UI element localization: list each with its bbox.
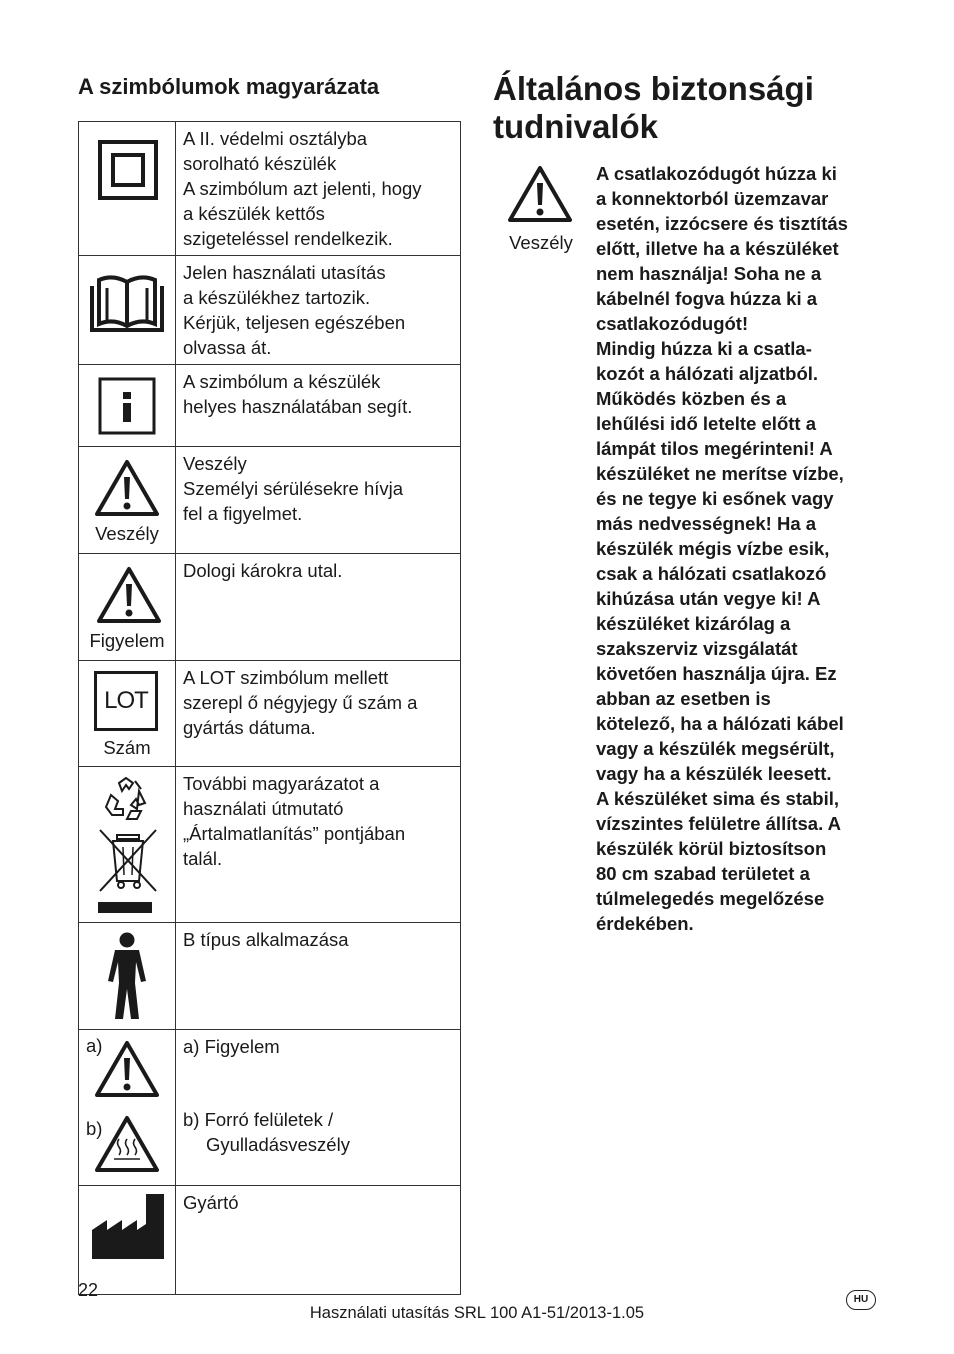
symbol-description (176, 122, 461, 256)
symbol-description (176, 554, 461, 661)
desc-line: Személyi sérülésekre hívja (183, 478, 404, 499)
table-row (79, 122, 461, 256)
icon-cell (79, 256, 176, 365)
desc-line: szerepl ő négyjegy ű szám a (183, 692, 418, 713)
warning-line: és ne tegye ki esőnek vagy (596, 488, 834, 509)
icon-cell (79, 923, 176, 1030)
type-b-person-icon (101, 931, 153, 1021)
page-number: 22 (78, 1280, 99, 1300)
symbol-description (176, 1030, 461, 1186)
language-badge: HU (846, 1290, 876, 1310)
warning-line: a konnektorból üzemzavar (596, 188, 829, 209)
icon-cell (79, 365, 176, 447)
safety-title (493, 70, 814, 146)
desc-line: Kérjük, teljesen egészében (183, 312, 406, 333)
desc-line: Gyártó (183, 1192, 239, 1213)
desc-line: b) Forró felületek / (183, 1109, 334, 1130)
lot-icon: LOT (94, 671, 158, 731)
table-row (79, 661, 461, 767)
symbol-description (176, 661, 461, 767)
warning-line: kozót a hálózati aljzatból. (596, 363, 819, 384)
warning-line: készülék mégis vízbe esik, (596, 538, 830, 559)
warning-line: túlmelegedés megelőzése (596, 888, 825, 909)
warning-line: kihúzása után vegye ki! A (596, 588, 821, 609)
symbol-description (176, 767, 461, 923)
title-line: tudnivalók (493, 108, 659, 145)
caution-triangle-icon (94, 1040, 160, 1098)
desc-line: A szimbólum a készülék (183, 371, 381, 392)
warning-line: szakszerviz vizsgálatát (596, 638, 798, 659)
desc-line: gyártás dátuma. (183, 717, 316, 738)
weee-bar (98, 902, 152, 913)
crossed-bin-icon (97, 827, 159, 897)
warning-line: lehűlési idő letelte előtt a (596, 413, 816, 434)
symbol-description (176, 447, 461, 554)
desc-line: fel a figyelmet. (183, 503, 303, 524)
desc-line: Dologi károkra utal. (183, 560, 343, 581)
danger-triangle-icon (94, 459, 160, 517)
table-row (79, 1030, 461, 1186)
warning-line: abban az esetben is (596, 688, 771, 709)
symbol-description (176, 365, 461, 447)
warning-line: 80 cm szabad területet a (596, 863, 810, 884)
desc-line: A II. védelmi osztályba (183, 128, 368, 149)
desc-line: a készülékhez tartozik. (183, 287, 371, 308)
symbol-description (176, 1186, 461, 1295)
desc-line: „Ártalmatlanítás” pontjában (183, 823, 406, 844)
icon-cell (79, 554, 176, 661)
safety-warning-text (596, 161, 886, 936)
table-row (79, 1186, 461, 1295)
hot-surface-icon (94, 1115, 160, 1173)
desc-line: használati útmutató (183, 798, 344, 819)
table-row (79, 923, 461, 1030)
icon-cell (79, 1030, 176, 1186)
desc-line: Jelen használati utasítás (183, 262, 386, 283)
icon-cell (79, 1186, 176, 1295)
recycle-icon (101, 775, 151, 825)
table-row (79, 767, 461, 923)
symbols-heading: A szimbólumok magyarázata (78, 74, 380, 99)
warning-line: készüléket ne merítse vízbe, (596, 463, 844, 484)
desc-line: talál. (183, 848, 223, 869)
symbol-description (176, 923, 461, 1030)
desc-line: B típus alkalmazása (183, 929, 349, 950)
desc-line: szigeteléssel rendelkezik. (183, 228, 393, 249)
symbol-description (176, 256, 461, 365)
warning-line: vagy a készülék megsérült, (596, 738, 835, 759)
warning-line: A készüléket sima és stabil, (596, 788, 840, 809)
desc-line: a készülék kettős (183, 203, 325, 224)
info-icon (98, 377, 156, 435)
title-line: Általános biztonsági (493, 70, 814, 107)
table-row (79, 256, 461, 365)
table-row (79, 447, 461, 554)
label-a: a) (86, 1035, 103, 1056)
warning-line: Mindig húzza ki a csatla- (596, 338, 812, 359)
danger-triangle-icon (507, 165, 573, 223)
icon-cell (79, 447, 176, 554)
warning-line: A csatlakozódugót húzza ki (596, 163, 837, 184)
manual-book-icon (89, 274, 165, 334)
desc-line: Gyulladásveszély (206, 1134, 350, 1155)
warning-line: érdekében. (596, 913, 694, 934)
icon-caption: Figyelem (89, 630, 165, 651)
desc-line: sorolható készülék (183, 153, 337, 174)
warning-line: vízszintes felületre állítsa. A (596, 813, 842, 834)
desc-line: A szimbólum azt jelenti, hogy (183, 178, 422, 199)
icon-cell (79, 661, 176, 767)
document-id: Használati utasítás SRL 100 A1-51/2013-1.05 (309, 1304, 645, 1322)
warning-line: csak a hálózati csatlakozó (596, 563, 827, 584)
table-row (79, 365, 461, 447)
caution-triangle-icon (96, 566, 162, 624)
desc-line: A LOT szimbólum mellett (183, 667, 389, 688)
warning-line: esetén, izzócsere és tisztítás (596, 213, 848, 234)
warning-line: követően használja újra. Ez (596, 663, 837, 684)
warning-line: kábelnél fogva húzza ki a (596, 288, 818, 309)
desc-line: a) Figyelem (183, 1036, 280, 1057)
warning-line: csatlakozódugót! (596, 313, 749, 334)
danger-caption: Veszély (509, 232, 573, 253)
desc-line: olvassa át. (183, 337, 272, 358)
double-insulation-icon (98, 140, 158, 200)
icon-caption: Veszély (95, 523, 159, 544)
warning-line: készüléket kizárólag a (596, 613, 791, 634)
warning-line: lámpát tilos megérinteni! A (596, 438, 833, 459)
icon-cell (79, 767, 176, 923)
desc-line: További magyarázatot a (183, 773, 380, 794)
warning-line: Működés közben és a (596, 388, 787, 409)
icon-caption: Szám (103, 737, 151, 758)
warning-line: kötelező, ha a hálózati kábel (596, 713, 844, 734)
desc-line: helyes használatában segít. (183, 396, 413, 417)
icon-cell (79, 122, 176, 256)
symbols-table (78, 121, 461, 1295)
table-row (79, 554, 461, 661)
desc-line: Veszély (183, 453, 247, 474)
label-b: b) (86, 1118, 103, 1139)
manufacturer-factory-icon (91, 1192, 165, 1260)
warning-line: más nedvességnek! Ha a (596, 513, 817, 534)
warning-line: készülék körül biztosítson (596, 838, 827, 859)
warning-line: vagy ha a készülék leesett. (596, 763, 832, 784)
warning-line: nem használja! Soha ne a (596, 263, 822, 284)
warning-line: előtt, illetve ha a készüléket (596, 238, 839, 259)
